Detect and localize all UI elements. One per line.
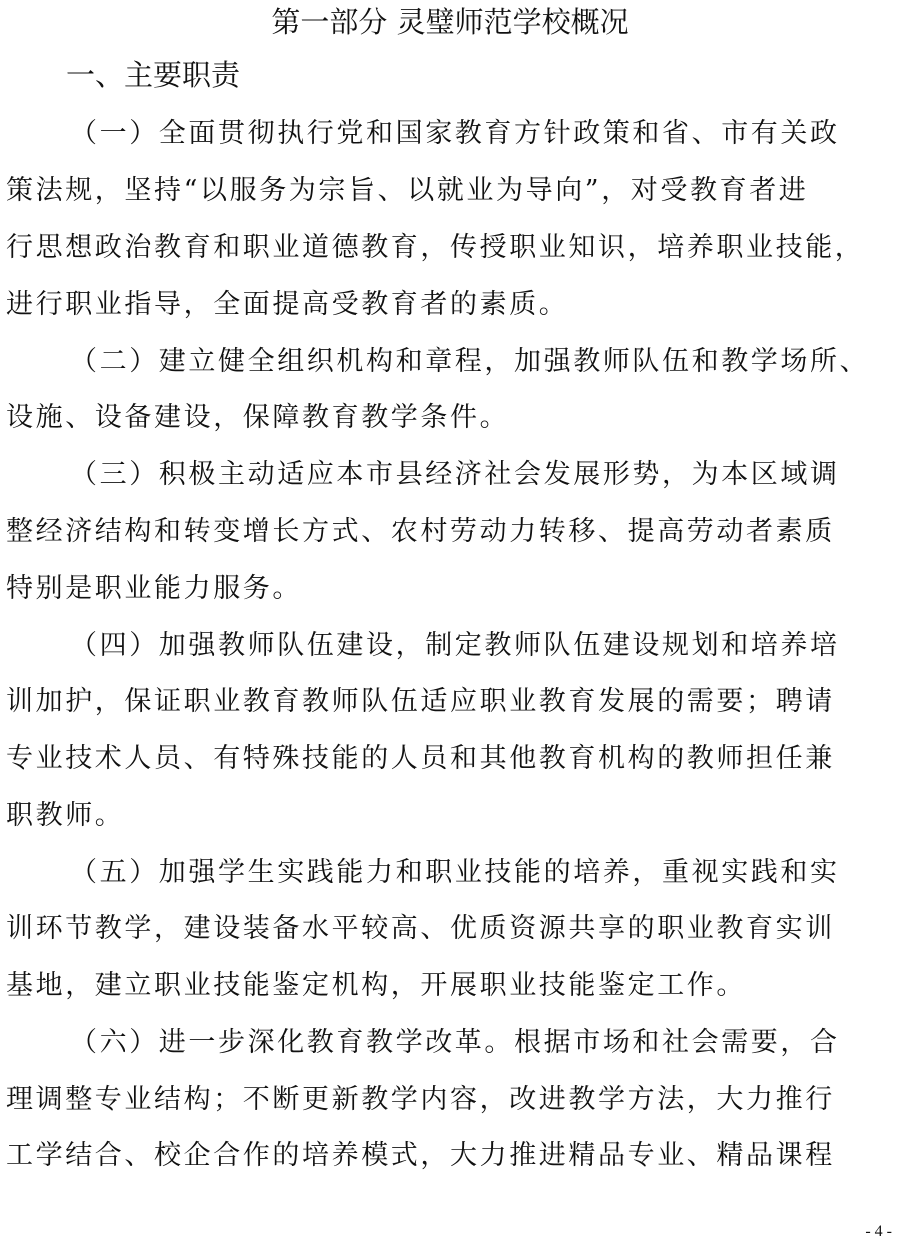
text-line: 职教师。 [6,800,125,831]
text-line: 行思想政治教育和职业道德教育，传授职业知识，培养职业技能， [6,232,865,263]
text-line: 策法规，坚持“以服务为宗旨、以就业为导向”，对受教育者进 [6,175,809,206]
text-line: （四）加强教师队伍建设，制定教师队伍建设规划和培养培 [70,630,840,661]
text-line: 设施、设备建设，保障教育教学条件。 [6,402,510,433]
page-number: - 4 - [865,1223,892,1240]
text-line: 进行职业指导，全面提高受教育者的素质。 [6,289,569,320]
text-line: 专业技术人员、有特殊技能的人员和其他教育机构的教师担任兼 [6,743,835,774]
text-line: 工学结合、校企合作的培养模式，大力推进精品专业、精品课程 [6,1140,835,1171]
text-line: （一）全面贯彻执行党和国家教育方针政策和省、市有关政 [70,118,840,149]
text-line: 训环节教学，建设装备水平较高、优质资源共享的职业教育实训 [6,913,835,944]
text-line: 理调整专业结构；不断更新教学内容，改进教学方法，大力推行 [6,1084,835,1115]
text-line: 训加护，保证职业教育教师队伍适应职业教育发展的需要；聘请 [6,686,835,717]
text-line: 整经济结构和转变增长方式、农村劳动力转移、提高劳动者素质 [6,516,835,547]
text-line: 特别是职业能力服务。 [6,573,302,604]
text-line: （六）进一步深化教育教学改革。根据市场和社会需要，合 [70,1027,840,1058]
text-line: （五）加强学生实践能力和职业技能的培养，重视实践和实 [70,857,840,888]
page-title: 第一部分 灵璧师范学校概况 [271,5,629,39]
text-line: （二）建立健全组织机构和章程，加强教师队伍和教学场所、 [70,346,870,377]
text-line: （三）积极主动适应本市县经济社会发展形势，为本区域调 [70,459,840,490]
text-line: 基地，建立职业技能鉴定机构，开展职业技能鉴定工作。 [6,970,746,1001]
section-heading: 一、主要职责 [66,58,241,92]
